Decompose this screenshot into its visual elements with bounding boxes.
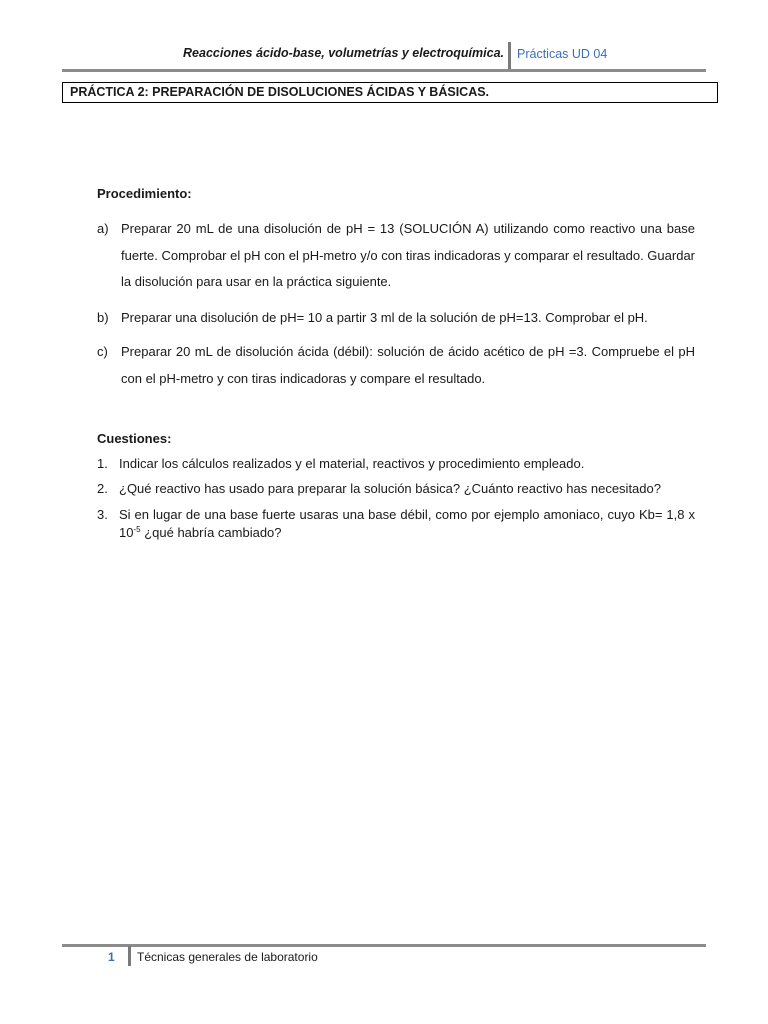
question-text: Indicar los cálculos realizados y el material, reactivos y procedimiento empleado. xyxy=(119,456,585,471)
question-marker: 2. xyxy=(97,481,108,496)
questions-heading: Cuestiones: xyxy=(97,431,172,446)
procedure-marker: c) xyxy=(97,344,108,359)
practice-title: PRÁCTICA 2: PREPARACIÓN DE DISOLUCIONES ÁCIDAS Y BÁSICAS. xyxy=(62,82,718,103)
procedure-text: Preparar una disolución de pH= 10 a partir 3 ml de la solución de pH=13. Comprobar el pH. xyxy=(121,310,648,325)
procedure-text: Preparar 20 mL de una disolución de pH = 13 (SOLUCIÓN A) utilizando como reactivo una base fuerte. Comprobar el pH con el pH-metro y/o con tiras indicadoras y comparar el resultado. Guardar la disolución para usar en la práctica siguiente. xyxy=(121,221,695,289)
header-rule xyxy=(62,69,706,72)
header-title: Reacciones ácido-base, volumetrías y electroquímica. xyxy=(183,46,504,60)
procedure-marker: b) xyxy=(97,310,109,325)
question-text xyxy=(119,506,695,542)
page-number: 1 xyxy=(108,950,115,964)
question-item-2 xyxy=(97,480,695,498)
question-item-3 xyxy=(97,506,695,542)
header-section: Prácticas UD 04 xyxy=(517,47,608,61)
header-divider xyxy=(508,42,511,70)
footer-divider xyxy=(128,946,131,966)
procedure-item-c xyxy=(97,339,695,392)
procedure-item-b xyxy=(97,305,695,332)
procedure-heading: Procedimiento: xyxy=(97,186,192,201)
footer-text: Técnicas generales de laboratorio xyxy=(137,950,318,964)
question-marker: 3. xyxy=(97,507,108,522)
procedure-item-a xyxy=(97,216,695,296)
question-text-after: ¿qué habría cambiado? xyxy=(140,525,282,540)
question-text: ¿Qué reactivo has usado para preparar la solución básica? ¿Cuánto reactivo has necesitado? xyxy=(119,481,661,496)
footer-rule xyxy=(62,944,706,947)
question-item-1 xyxy=(97,455,695,473)
question-text-before: Si en lugar de una base fuerte usaras una base débil, como por ejemplo amoniaco, cuyo Kb= 1,8 x 10 xyxy=(119,507,695,540)
exponent: -5 xyxy=(133,525,141,534)
question-marker: 1. xyxy=(97,456,108,471)
procedure-text: Preparar 20 mL de disolución ácida (débil): solución de ácido acético de pH =3. Compruebe el pH con el pH-metro y con tiras indicadoras y compare el resultado. xyxy=(121,344,695,386)
procedure-marker: a) xyxy=(97,221,109,236)
